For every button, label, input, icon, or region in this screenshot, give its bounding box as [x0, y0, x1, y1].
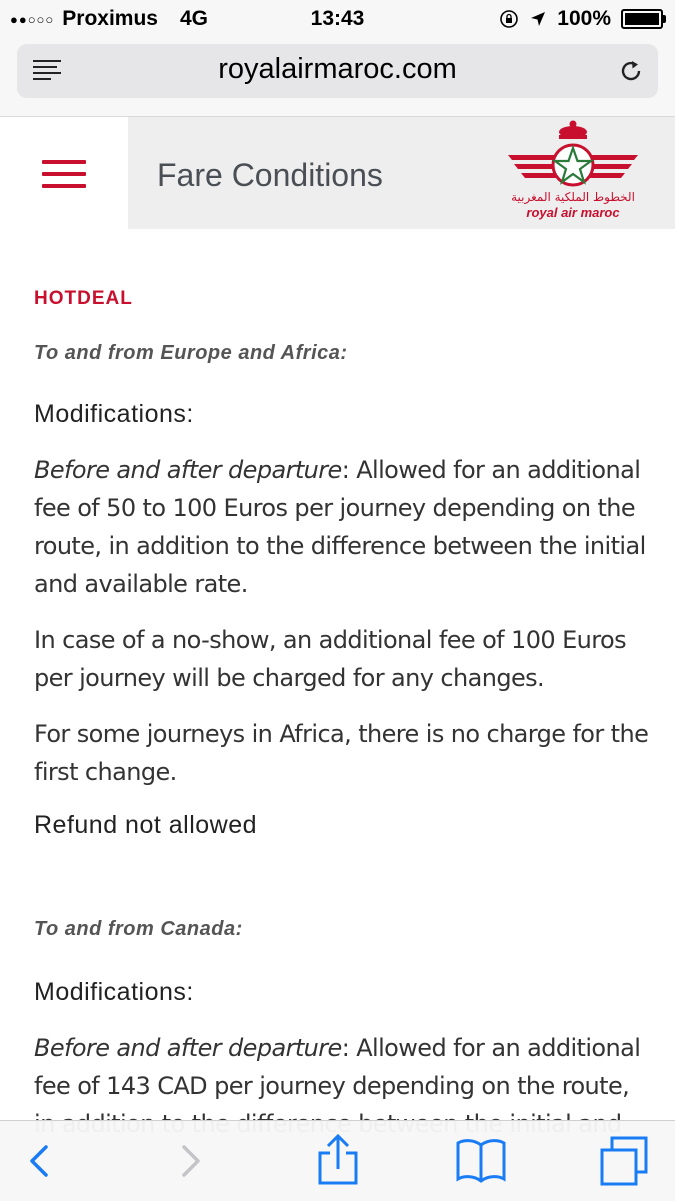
signal-strength: ●●○○○: [10, 11, 55, 27]
tabs-icon[interactable]: [598, 1135, 650, 1187]
reload-icon[interactable]: [616, 56, 646, 86]
site-header: [0, 117, 675, 229]
location-arrow-icon: [529, 10, 547, 28]
hamburger-menu-icon[interactable]: [42, 160, 86, 188]
royal-air-maroc-logo[interactable]: [488, 117, 658, 229]
rotation-lock-icon: [499, 9, 519, 29]
refund-note: Refund not allowed: [34, 811, 258, 839]
fare-type-label: HOTDEAL: [34, 288, 133, 309]
paragraph-modifications-europe: [34, 451, 649, 603]
forward-chevron-icon[interactable]: [168, 1139, 212, 1183]
page-title: Fare Conditions: [157, 157, 383, 193]
modifications-heading: Modifications:: [34, 400, 194, 428]
logo-arabic-text: الخطوط الملكية المغربية: [511, 190, 635, 204]
network-type: 4G: [179, 7, 208, 30]
paragraph-africa-first-change: For some journeys in Africa, there is no charge for the first change.: [34, 720, 649, 786]
bookmarks-icon[interactable]: [455, 1137, 507, 1183]
paragraph-modifications-canada: [34, 1029, 649, 1120]
paragraph-text: : Allowed for an additional fee of 50 to 100 Euros per journey depending on the route, in addition to the difference between the initial and available rate.: [34, 456, 646, 598]
italic-lead: Before and after departure: [34, 456, 342, 484]
carrier-name: Proximus: [62, 7, 158, 30]
italic-lead: Before and after departure: [34, 1034, 342, 1062]
paragraph-no-show: In case of a no-show, an additional fee of 100 Euros per journey will be charged for any changes.: [34, 626, 626, 692]
clock: 13:43: [310, 7, 365, 30]
menu-button[interactable]: [0, 117, 128, 229]
battery-percent: 100%: [557, 7, 611, 30]
url-field[interactable]: [17, 44, 658, 98]
modifications-heading-canada: Modifications:: [34, 978, 194, 1006]
browser-toolbar: [0, 1120, 675, 1201]
back-chevron-icon[interactable]: [18, 1139, 62, 1183]
region-heading-europe-africa: To and from Europe and Africa:: [34, 342, 348, 364]
region-heading-canada: To and from Canada:: [34, 918, 243, 940]
browser-bar: [0, 38, 675, 117]
battery-icon: [621, 9, 663, 29]
logo-latin-text: royal air maroc: [526, 205, 620, 220]
status-bar: [0, 0, 675, 38]
paragraph-text: : Allowed for an additional fee of 143 CAD per journey depending on the route,: [34, 1034, 641, 1100]
share-icon[interactable]: [315, 1133, 361, 1187]
url-text[interactable]: royalairmaroc.com: [218, 53, 457, 85]
